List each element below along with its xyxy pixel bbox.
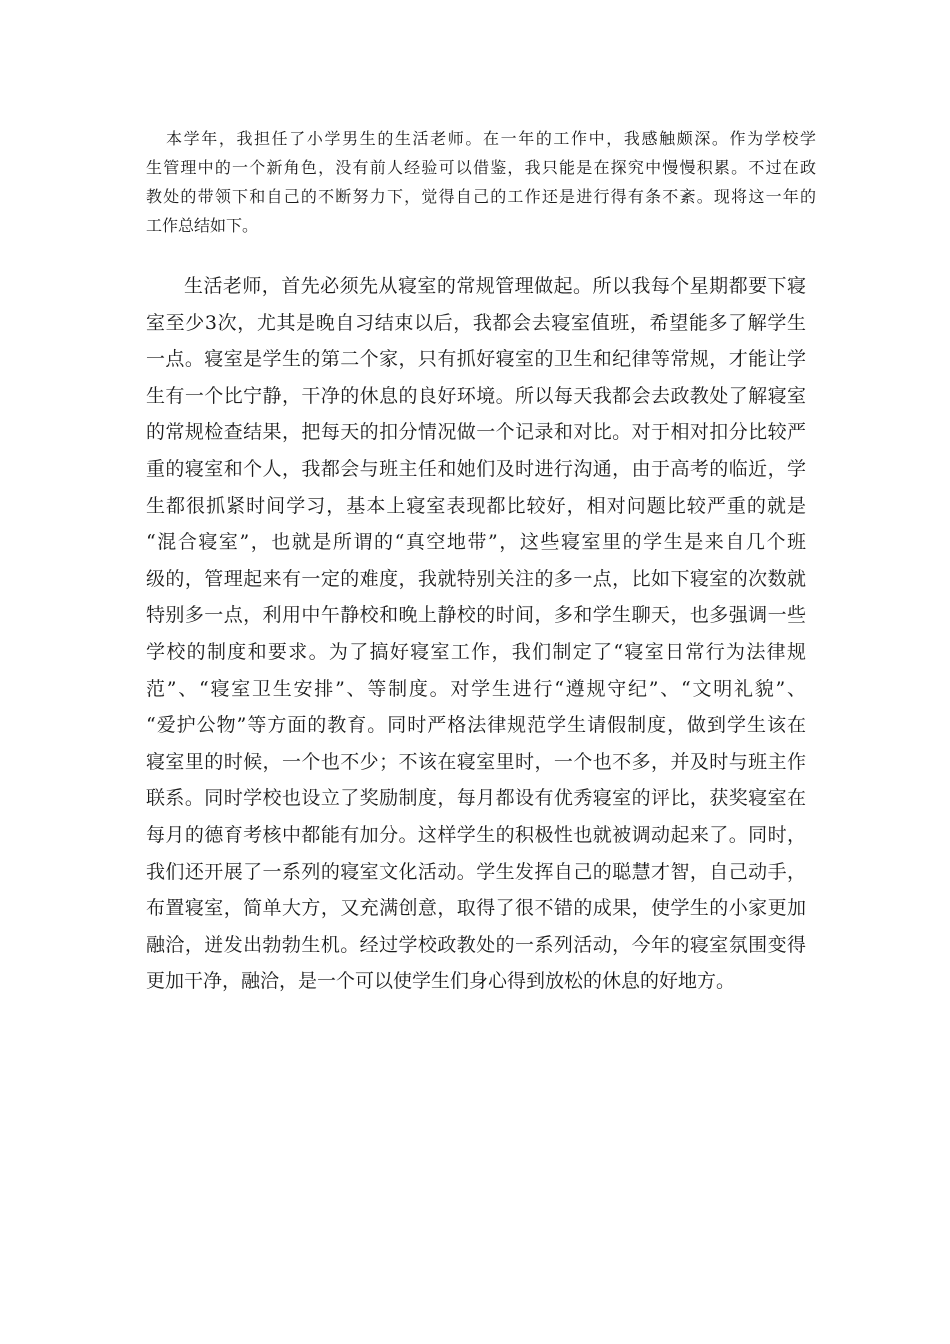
text-line: 范”、“寝室卫生安排”、等制度。对学生进行“遵规守纪”、“文明礼貌”、: [146, 677, 806, 700]
paragraph-dorm-management: [146, 268, 806, 1000]
text-line: 寝室里的时候，一个也不少；不该在寝室里时，一个也不多，并及时与班主作: [146, 750, 806, 773]
text-line: 生有一个比宁静，干净的休息的良好环境。所以每天我都会去政教处了解寝室: [146, 384, 806, 407]
text-line: 生活老师，首先必须先从寝室的常规管理做起。所以我每个星期都要下寝: [184, 275, 806, 297]
text-line: 教处的带领下和自己的不断努力下，觉得自己的工作还是进行得有条不紊。现将这一年的: [146, 187, 816, 206]
text-line: 级的，管理起来有一定的难度，我就特别关注的多一点，比如下寝室的次数就: [146, 567, 806, 590]
text-line: 一点。寝室是学生的第二个家，只有抓好寝室的卫生和纪律等常规，才能让学: [146, 348, 806, 371]
text-line: 本学年，我担任了小学男生的生活老师。在一年的工作中，我感触颇深。作为学校学: [166, 129, 816, 148]
text-line: 学校的制度和要求。为了搞好寝室工作，我们制定了“寝室日常行为法律规: [146, 640, 806, 663]
text-line: 联系。同时学校也设立了奖励制度，每月都设有优秀寝室的评比，获奖寝室在: [146, 787, 806, 810]
text-line: “爱护公物”等方面的教育。同时严格法律规范学生请假制度，做到学生该在: [146, 714, 806, 737]
text-line: 特别多一点，利用中午静校和晚上静校的时间，多和学生聊天，也多强调一些: [146, 604, 806, 627]
text-line: 布置寝室，简单大方，又充满创意，取得了很不错的成果，使学生的小家更加: [146, 897, 806, 920]
text-line: “混合寝室”，也就是所谓的“真空地带”，这些寝室里的学生是来自几个班: [146, 531, 806, 554]
text-line: 的常规检查结果，把每天的扣分情况做一个记录和对比。对于相对扣分比较严: [146, 421, 806, 444]
text-line: 重的寝室和个人，我都会与班主任和她们及时进行沟通，由于高考的临近，学: [146, 457, 806, 480]
text-line: 融洽，迸发出勃勃生机。经过学校政教处的一系列活动，今年的寝室氛围变得: [146, 933, 806, 956]
text-line: 我们还开展了一系列的寝室文化活动。学生发挥自己的聪慧才智，自己动手，: [146, 860, 806, 883]
text-line: 生都很抓紧时间学习，基本上寝室表现都比较好，相对问题比较严重的就是: [146, 494, 806, 517]
text-line: 工作总结如下。: [146, 216, 259, 235]
text-line: 生管理中的一个新角色，没有前人经验可以借鉴，我只能是在探究中慢慢积累。不过在政: [146, 158, 816, 177]
paragraph-intro: [146, 124, 816, 240]
text-line: 室至少3次，尤其是晚自习结束以后，我都会去寝室值班，希望能多了解学生: [146, 311, 806, 334]
text-line: 更加干净，融洽，是一个可以使学生们身心得到放松的休息的好地方。: [146, 970, 736, 993]
text-line: 每月的德育考核中都能有加分。这样学生的积极性也就被调动起来了。同时，: [146, 823, 806, 846]
